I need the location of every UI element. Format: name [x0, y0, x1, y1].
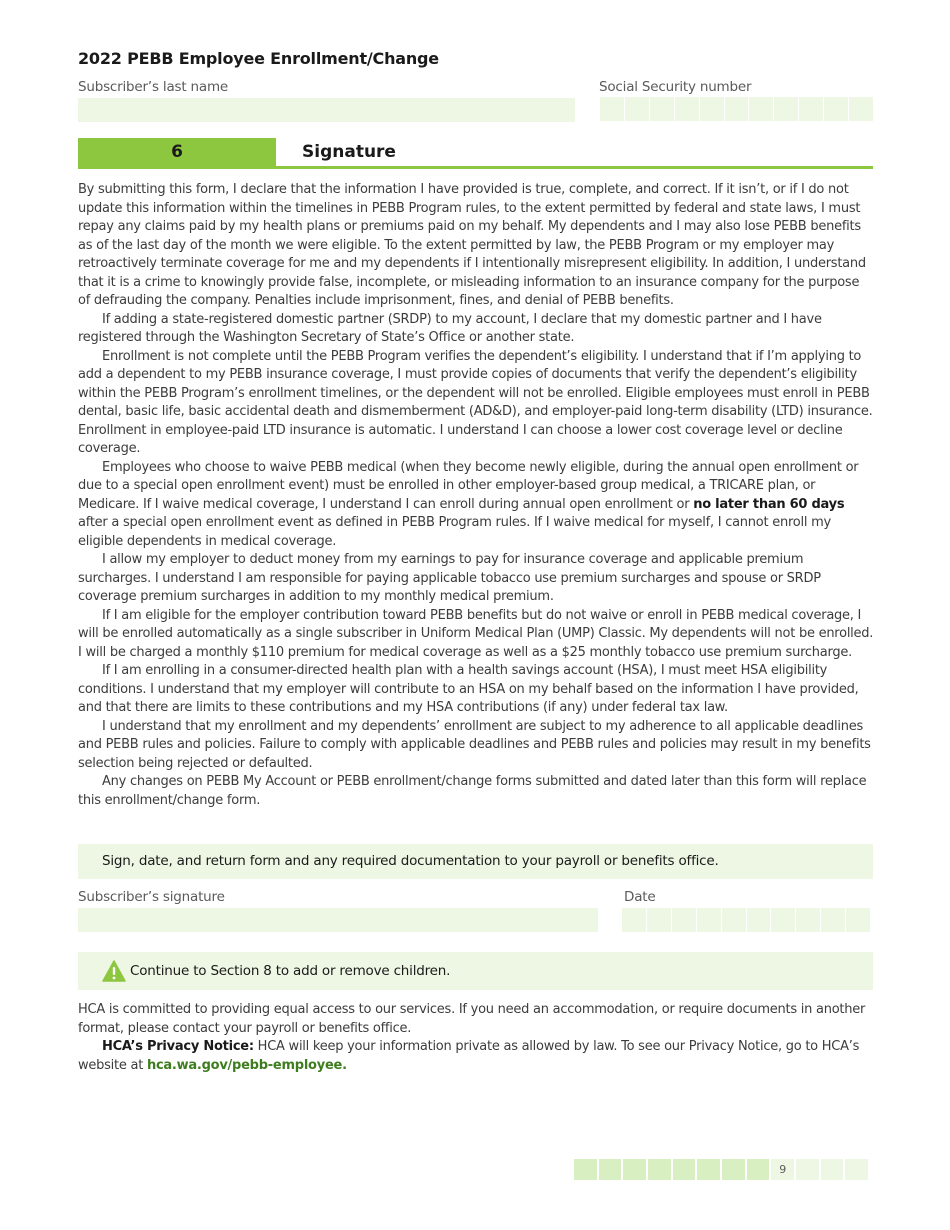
paragraph-enrollment: Enrollment is not complete until the PEBB Program verifies the dependent’s eligibility. I understand that if I’m applying to add a dependent to my PEBB insurance coverage, I must provide copies of documents that verify the dependent’s eligibility within the PEBB Program’s enrollment timelines, or the dependent will not be enrolled. Eligible employees must enroll in PEBB dental, basic life, basic accidental death and dismemberment (AD&D), and employer-paid long-term disability (LTD) insurance. Enrollment in employee-paid LTD insurance is automatic. I understand I can choose a lower cost coverage level or decline coverage.: [78, 348, 873, 456]
warning-icon: [102, 960, 126, 982]
page-bar-cell: [697, 1159, 722, 1180]
ssn-digit-box[interactable]: [600, 97, 625, 121]
ssn-digit-box[interactable]: [774, 97, 799, 121]
declaration-text: [78, 181, 874, 810]
date-digit-box[interactable]: [722, 908, 747, 932]
page-bar-cell: [722, 1159, 747, 1180]
page-bar-cell: [599, 1159, 624, 1180]
page-bar-cell: [747, 1159, 772, 1180]
date-label: Date: [624, 889, 656, 905]
ssn-digit-box[interactable]: [799, 97, 824, 121]
sign-instructions-text: Sign, date, and return form and any required documentation to your payroll or benefits office.: [102, 853, 719, 869]
privacy-text: HCA will keep your information private as allowed by law. To see our Privacy Notice, go to HCA’s website at: [78, 1039, 860, 1073]
signature-input[interactable]: [78, 908, 598, 932]
ssn-digit-box[interactable]: [675, 97, 700, 121]
ssn-digit-box[interactable]: [749, 97, 774, 121]
date-digit-box[interactable]: [747, 908, 772, 932]
page-bar-cell: [845, 1159, 870, 1180]
page-bar-cell: [574, 1159, 599, 1180]
page-bar-cell: [648, 1159, 673, 1180]
privacy-link[interactable]: hca.wa.gov/pebb-employee.: [146, 1057, 347, 1073]
paragraph-srdp: If adding a state-registered domestic partner (SRDP) to my account, I declare that my domestic partner and I have registered through the Washington Secretary of State’s Office or another state.: [78, 311, 822, 345]
section-title: Signature: [302, 142, 396, 162]
continue-callout: [78, 952, 873, 990]
page-bar-cell: [821, 1159, 846, 1180]
ssn-digit-box[interactable]: [650, 97, 675, 121]
ssn-label: Social Security number: [599, 79, 752, 95]
section-number: 6: [78, 138, 276, 166]
continue-text: Continue to Section 8 to add or remove children.: [130, 963, 451, 979]
ssn-digit-box[interactable]: [725, 97, 750, 121]
signature-label: Subscriber’s signature: [78, 889, 225, 905]
paragraph-adherence: I understand that my enrollment and my dependents’ enrollment are subject to my adherence to all applicable deadlines and PEBB rules and policies. Failure to comply with applicable deadlines and PEBB rules and policies may result in my benefits selection being rejected or defaulted.: [78, 718, 871, 771]
paragraph-replacement: Any changes on PEBB My Account or PEBB enrollment/change forms submitted and dated later than this form will replace this enrollment/change form.: [78, 774, 867, 808]
ssn-digit-box[interactable]: [700, 97, 725, 121]
page-number-bar: [574, 1159, 870, 1180]
page-bar-cell: [673, 1159, 698, 1180]
date-digit-box[interactable]: [697, 908, 722, 932]
date-digit-box[interactable]: [647, 908, 672, 932]
waive-deadline: no later than 60 days: [693, 496, 845, 512]
page-bar-cell: [796, 1159, 821, 1180]
document-title: 2022 PEBB Employee Enrollment/Change: [78, 49, 439, 68]
date-digit-box[interactable]: [771, 908, 796, 932]
paragraph-default-enrollment: If I am eligible for the employer contribution toward PEBB benefits but do not waive or enroll in PEBB medical coverage, I will be enrolled automatically as a single subscriber in Uniform Medical Plan (UMP) Classic. My dependents will not be enrolled. I will be charged a monthly $110 premium for medical coverage as well as a $25 monthly tobacco use premium surcharge.: [78, 607, 874, 660]
last-name-label: Subscriber’s last name: [78, 79, 229, 95]
ssn-input[interactable]: [600, 97, 874, 121]
ssn-digit-box[interactable]: [824, 97, 849, 121]
date-digit-box[interactable]: [846, 908, 871, 932]
waive-text-a: Employees who choose to waive PEBB medical (when they become newly eligible, during the annual open enrollment or due to a special open enrollment event) must be enrolled in other employer-based group medical, a TRICARE plan, or Medicare. If I waive medical coverage, I understand I can enroll during annual open enrollment or: [78, 459, 859, 512]
page-number: 9: [771, 1159, 796, 1180]
accessibility-statement: HCA is committed to providing equal access to our services. If you need an accommodation, or require documents in another format, please contact your payroll or benefits office.: [78, 1002, 866, 1036]
paragraph-waive-medical: [78, 459, 874, 552]
date-digit-box[interactable]: [821, 908, 846, 932]
privacy-label: HCA’s Privacy Notice:: [102, 1039, 254, 1054]
ssn-digit-box[interactable]: [849, 97, 874, 121]
sign-instructions-callout: [78, 844, 873, 879]
page-bar-cell: [623, 1159, 648, 1180]
paragraph-declaration: By submitting this form, I declare that the information I have provided is true, complete, and correct. If it isn’t, or if I do not update this information within the timelines in PEBB Program rules, to the extent permitted by federal and state laws, I must repay any claims paid by my health plans or premiums paid on my behalf. My dependents and I may also lose PEBB benefits as of the last day of the month we were eligible. To the extent permitted by law, the PEBB Program or my employer may retroactively terminate coverage for me and my dependents if I intentionally misrepresent eligibility. In addition, I understand that it is a crime to knowingly provide false, incomplete, or misleading information to an insurance company for the purpose of defrauding the company. Penalties include imprisonment, fines, and denial of PEBB benefits.: [78, 182, 866, 308]
ssn-digit-box[interactable]: [625, 97, 650, 121]
paragraph-hsa: If I am enrolling in a consumer-directed health plan with a health savings account (HSA), I must meet HSA eligibility conditions. I understand that my employer will contribute to an HSA on my behalf based on the information I have provided, and that there are limits to these contributions and my HSA contributions (if any) under federal tax law.: [78, 663, 859, 715]
date-input[interactable]: [622, 908, 871, 932]
date-digit-box[interactable]: [672, 908, 697, 932]
footer-notice: [78, 1001, 874, 1075]
paragraph-payroll-deduction: I allow my employer to deduct money from my earnings to pay for insurance coverage and applicable premium surcharges. I understand I am responsible for paying applicable tobacco use premium surcharges and spouse or SRDP coverage premium surcharges in addition to my monthly medical premium.: [78, 552, 821, 604]
waive-text-b: after a special open enrollment event as defined in PEBB Program rules. If I waive medical for myself, I cannot enroll my eligible dependents in medical coverage.: [78, 515, 831, 549]
section-header: [78, 138, 873, 169]
date-digit-box[interactable]: [796, 908, 821, 932]
date-digit-box[interactable]: [622, 908, 647, 932]
last-name-input[interactable]: [78, 98, 575, 122]
privacy-notice: [78, 1038, 874, 1075]
